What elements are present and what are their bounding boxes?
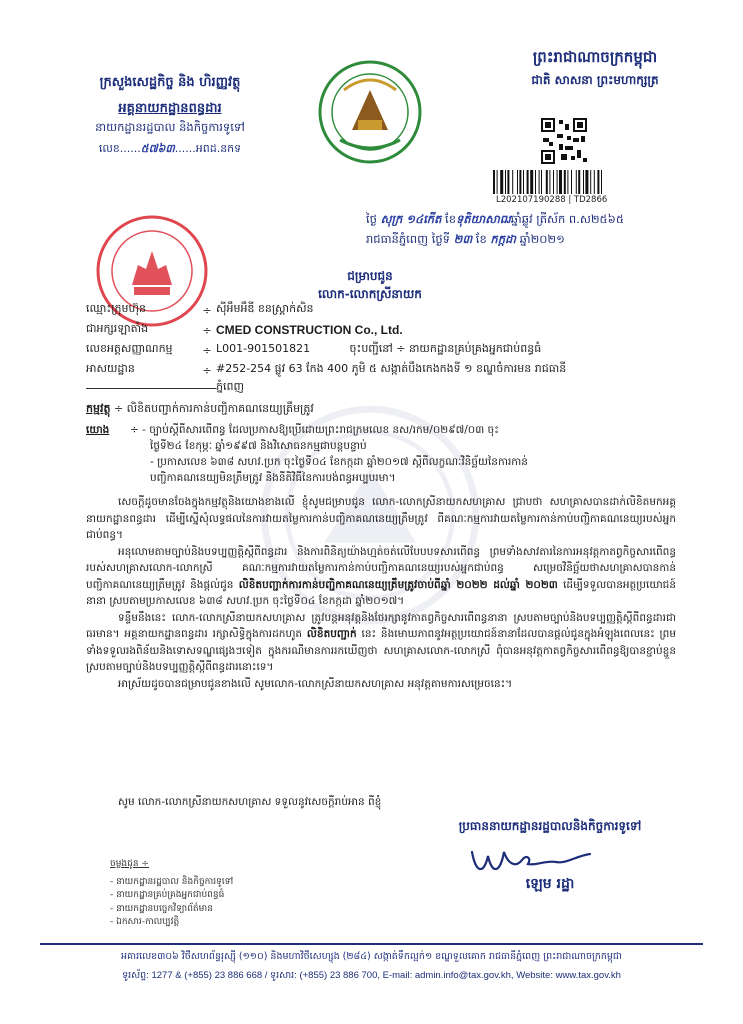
letter-body <box>86 494 676 692</box>
barcode-bar <box>530 170 533 194</box>
barcode-bar <box>553 170 554 194</box>
tin-value: L001-901501821 <box>216 342 311 355</box>
barcode-bar <box>505 170 506 194</box>
barcode-bar <box>564 170 566 194</box>
address-line1: #252-254 ផ្លូវ 63 កែង 400 ភូមិ ៥ សង្កាត់បឹងកេងកងទី ១ ខណ្ឌចំការមន រាជធានី <box>216 362 567 375</box>
qr-code <box>541 118 587 164</box>
gdt-logo <box>318 60 422 164</box>
company-info <box>86 300 686 398</box>
barcode-bar <box>512 170 513 194</box>
tin-value-wrap <box>216 342 686 358</box>
barcode-bar <box>541 170 542 194</box>
cc-heading: ចម្លងជូន ÷ <box>110 859 149 869</box>
barcode-bar <box>571 170 572 194</box>
barcode-bar <box>597 170 599 194</box>
solar-date <box>366 232 716 249</box>
barcode-bar <box>517 170 518 194</box>
paragraph-1: សេចក្តីដូចមានចែងក្នុងកម្មវត្ថុនិងយោងខាងលើ ខ្ញុំសូមជម្រាបជូន លោក-លោកស្រីនាយកសហគ្រាស ជ្រាបថា សហគ្រាសបានដាក់លិខិតមកអគ្គនាយកដ្ឋានពន្ធដារ ដើម្បីស្នើសុំលទ្ធផលនៃការវាយតម្លៃការកាន់បញ្ជិកាគណនេយ្យត្រឹមត្រូវ ពីគណៈកម្មការវាយតម្លៃការកាន់កាប់បញ្ជិកាគណនេយ្យរបស់អ្នកជាប់ពន្ធ។ <box>86 496 676 541</box>
footer-divider <box>40 943 703 945</box>
cc-item: - នាយកដ្ឋានរដ្ឋបាល និងកិច្ចការទូទៅ <box>110 876 234 887</box>
row-name-en: ជាអក្សរឡាតាំង ÷ CMED CONSTRUCTION Co., Ltd. <box>86 320 686 340</box>
subject <box>86 402 686 418</box>
barcode-bar <box>519 170 521 194</box>
barcode <box>493 170 641 194</box>
ref-suffix: ......អពដ.នកទ <box>174 142 242 155</box>
barcode-bar <box>523 170 524 194</box>
label-tin: លេខអត្តសញ្ញាណកម្ម <box>86 342 173 355</box>
subject-label: កម្មវត្ថុ <box>86 402 111 415</box>
label-name-en: ជាអក្សរឡាតាំង <box>86 322 149 335</box>
barcode-bar <box>601 170 602 194</box>
paragraph-3-a: ទន្ទឹមនឹងនេះ លោក-លោកស្រីនាយកសហគ្រាស ត្រូវបន្តអនុវត្តនិងថែរក្សានូវកាតព្វកិច្ចសារពើពន្ធនានា ស្របតាមច្បាប់និងបទប្បញ្ញត្តិស្តីពីពន្ធដារជាធរមាន។ អគ្គនាយកដ្ឋានពន្ធដារ រក្សាសិទ្ធិក្នុងការដកហូត <box>86 611 676 640</box>
sub-department-name: នាយកដ្ឋានរដ្ឋបាល និងកិច្ចការទូទៅ <box>95 120 245 134</box>
paragraph-3 <box>86 610 676 676</box>
row-address: អាសយដ្ឋាន ÷ #252-254 ផ្លូវ 63 កែង 400 ភូមិ ៥ សង្កាត់បឹងកេងកងទី ១ ខណ្ឌចំការមន រាជធានី <box>86 360 686 380</box>
barcode-bar <box>497 170 498 194</box>
paragraph-2-tail: ដើម្បីទទួលបានអត្ថប្រយោជន៍នានា ស្របតាមប្រកាសលេខ ៦៣៨ សហវ.ប្រក ចុះថ្ងៃទី០៤ ខែកក្កដា ឆ្នាំ២០១៧។ <box>86 578 676 607</box>
label-address: អាសយដ្ឋាន <box>86 362 135 375</box>
address-line2: ភ្នំពេញ <box>216 380 244 393</box>
reference-line3: - ប្រកាសលេខ ៦៣៨ សហវ.ប្រក ចុះថ្ងៃទី០៤ ខែកក្កដា ឆ្នាំ២០១៧ ស្តីពីលក្ខណៈវិនិច្ឆ័យនៃការកាន់ <box>150 456 528 468</box>
barcode-bar <box>546 170 548 194</box>
row-name-kh: ឈ្មោះក្រុមហ៊ុន ÷ ស៊ីអឹមអឹឌី ខនស្ត្រាក់សិន <box>86 300 686 320</box>
barcode-bar <box>583 170 584 194</box>
barcode-bar <box>578 170 580 194</box>
ministry-name: ក្រសួងសេដ្ឋកិច្ច និង ហិរញ្ញវត្ថុ <box>99 75 241 90</box>
lunar-suffix: ឆ្នាំឆ្លូវ ត្រីស័ក ព.ស២៥៦៥ <box>510 212 624 226</box>
barcode-bar <box>535 170 536 194</box>
barcode-bar <box>527 170 529 194</box>
reference-number <box>40 142 300 158</box>
solar-day-handwritten: ២៣ <box>453 232 473 246</box>
cc-item: - ឯកសារ-កាលប្បវត្តិ <box>110 917 180 927</box>
paragraph-2-text: អនុលោមតាមច្បាប់និងបទប្បញ្ញត្តិស្តីពីពន្ធដារ និងការពិនិត្យយ៉ាងហ្មត់ចត់លើបែបបទសារពើពន្ធ ព្រមទាំងសាវតារនៃការអនុវត្តកាតព្វកិច្ចសារពើពន្ធរបស់សហគ្រាសលោក-លោកស្រី គណៈកម្មការវាយតម្លៃការកាន់កាប់បញ្ជិកាគណនេយ្យរបស់អ្នកជាប់ពន្ធ សម្រេចវិនិច្ឆ័យថាសហគ្រាសបានកាន់បញ្ជិកាគណនេយ្យត្រឹមត្រូវ និងផ្តល់ជូន <box>86 545 676 591</box>
barcode-bar <box>567 170 568 194</box>
barcode-bar <box>507 170 509 194</box>
cc-list <box>110 858 310 930</box>
addressee-title: លោក-លោកស្រីនាយក <box>318 287 422 301</box>
barcode-bar <box>493 170 495 194</box>
lunar-date <box>366 212 716 229</box>
reference <box>86 422 686 486</box>
barcode-bar <box>576 170 577 194</box>
footer-contact: ទូរស័ព្ទ: 1277 & (+855) 23 886 668 / ទូរសារ: (+855) 23 886 700, E-mail: admin.info@tax.gov.kh, Website: www.tax.gov.kh <box>122 970 621 981</box>
reference-line4: បញ្ជិកាគណនេយ្យមិនត្រឹមត្រូវ និងនីតិវិធីនៃការបង់ពន្ធអប្បបរមា។ <box>150 472 396 484</box>
national-motto: ជាតិ សាសនា ព្រះមហាក្សត្រ <box>531 73 659 87</box>
lunar-mid: ខែ <box>441 212 456 226</box>
lunar-prefix: ថ្ងៃ <box>366 212 377 226</box>
lunar-month-handwritten: ទុតិយាសាឍ <box>456 212 511 226</box>
barcode-bar <box>559 170 562 194</box>
cc-item: - នាយកដ្ឋានគ្រប់គ្រងអ្នកជាប់ពន្ធធំ <box>110 890 225 900</box>
barcode-bar <box>585 170 588 194</box>
signatory-title: ប្រធាននាយកដ្ឋានរដ្ឋបាលនិងកិច្ចការទូទៅ <box>458 819 642 833</box>
paragraph-3-bold: លិខិតបញ្ជាក់ <box>306 628 357 640</box>
label-name-kh: ឈ្មោះក្រុមហ៊ុន <box>86 302 146 315</box>
barcode-bar <box>549 170 550 194</box>
reference-line2: ថ្ងៃទី២៤ ខែកុម្ភៈ ឆ្នាំ១៩៩៧ និងវិសោធនកម្មជាបន្តបន្ទាប់ <box>150 440 367 452</box>
barcode-bar <box>539 170 540 194</box>
barcode-bar <box>594 170 595 194</box>
barcode-bar <box>557 170 558 194</box>
row-tin: លេខអត្តសញ្ញាណកម្ម ÷ L001-901501821 ចុះបញ្ជីនៅ ÷ នាយកដ្ឋានគ្រប់គ្រងអ្នកជាប់ពន្ធធំ <box>86 340 686 360</box>
divider-rule <box>86 388 216 389</box>
company-name-kh: ស៊ីអឹមអឹឌី ខនស្ត្រាក់សិន <box>216 302 314 315</box>
reference-line1: ÷ - ច្បាប់ស្តីពីសារពើពន្ធ ដែលប្រកាសឱ្យប្រើដោយព្រះរាជក្រមលេខ នស/រកម/០២៩៧/០៣ ចុះ <box>130 424 499 436</box>
solar-mid: ខែ <box>472 232 491 246</box>
paragraph-4: អាស្រ័យដូចបានជម្រាបជូនខាងលើ សូមលោក-លោកស្រីនាយកសហគ្រាស អនុវត្តតាមការសម្រេចនេះ។ <box>118 677 513 690</box>
solar-suffix: ឆ្នាំ២០២១ <box>515 232 565 246</box>
barcode-bar <box>500 170 503 194</box>
paragraph-2 <box>86 544 676 610</box>
addressee-greeting: ជម្រាបជូន <box>347 269 393 283</box>
paragraph-3-b: នេះ និងមោឃភាពនូវអត្ថប្រយោជន៍នានាដែលបានផ្តល់ជូនក្នុងអំឡុងពេលនេះ ព្រមទាំងទទួលរងពិន័យនិងទោសទណ្ឌផ្សេងៗទៀត ក្នុងករណីមានការរកឃើញថា សហគ្រាសលោក-លោកស្រី ពុំបានអនុវត្តកាតព្វកិច្ចសារពើពន្ធឱ្យបានខ្ជាប់ខ្ជួនស្របតាមច្បាប់និងបទប្បញ្ញត្តិស្តីពីពន្ធដារនោះទេ។ <box>86 628 676 673</box>
reference-label: យោង <box>86 424 110 436</box>
solar-month-handwritten: កក្កដា <box>490 232 516 246</box>
lunar-day-handwritten: សុក្រ ១៤កើត <box>380 212 442 226</box>
ref-handwritten: ៥៧៦៣ <box>140 142 175 155</box>
cc-item: - នាយកដ្ឋានបច្ចេកវិទ្យាព័ត៌មាន <box>110 903 213 914</box>
department-name: អគ្គនាយកដ្ឋានពន្ធដារ <box>118 101 222 116</box>
paragraph-2-bold: លិខិតបញ្ជាក់ការកាន់បញ្ជិកាគណនេយ្យត្រឹមត្រូវចាប់ពីឆ្នាំ ២០២២ ដល់ឆ្នាំ ២០២៣ <box>238 578 558 591</box>
footer-address: អគារលេខ៣០៦ វិថីសហព័ន្ធរុស្ស៊ី (១១០) និងមហាវិថីសេហ្សុង (២៨៤) សង្កាត់ទឹកល្អក់១ ខណ្ឌទួលគោក រាជធានីភ្នំពេញ ព្រះរាជាណាចក្រកម្ពុជា <box>121 951 622 962</box>
barcode-bar <box>590 170 591 194</box>
kingdom-name: ព្រះរាជាណាចក្រកម្ពុជា <box>532 48 658 66</box>
company-name-en: CMED CONSTRUCTION Co., Ltd. <box>216 323 403 337</box>
solar-prefix: រាជធានីភ្នំពេញ ថ្ងៃទី <box>366 232 454 246</box>
ref-prefix: លេខ...... <box>98 142 141 155</box>
signatory-name: ឡេម រដ្ឋា <box>525 876 575 892</box>
registered-at: ចុះបញ្ជីនៅ ÷ នាយកដ្ឋានគ្រប់គ្រងអ្នកជាប់ពន្ធធំ <box>349 342 542 355</box>
barcode-number: L202107190288 | TD2866 <box>496 195 608 205</box>
subject-text: ÷ លិខិតបញ្ជាក់ការកាន់បញ្ជិកាគណនេយ្យត្រឹមត្រូវ <box>113 402 314 415</box>
closing-line: សូម លោក-លោកស្រីនាយកសហគ្រាស ទទួលនូវសេចក្តីរាប់អាន ពីខ្ញុំ <box>118 796 382 808</box>
